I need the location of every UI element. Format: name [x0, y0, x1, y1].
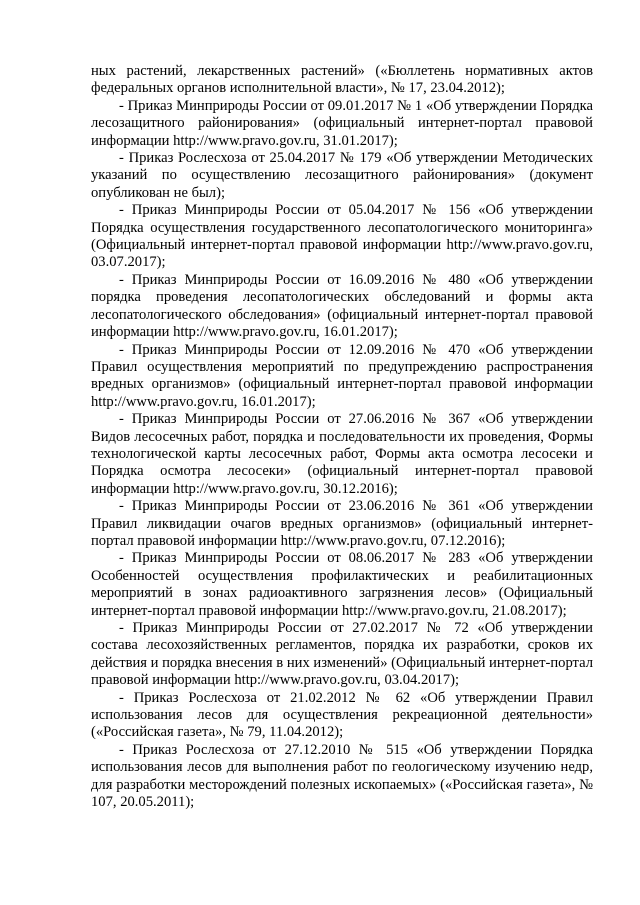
- list-item-order-480: - Приказ Минприроды России от 16.09.2016 № 480 «Об утверждении порядка проведения лесопатологических обследований и формы акта лесопатологического обследования» (официальный интернет-портал правовой информации http://www.pravo.gov.ru, 16.01.2017);: [91, 271, 593, 341]
- list-item-order-1: - Приказ Минприроды России от 09.01.2017 № 1 «Об утверждении Порядка лесозащитного районирования» (официальный интернет-портал правовой информации http://www.pravo.gov.ru, 31.01.2017);: [91, 97, 593, 149]
- list-item-order-179: - Приказ Рослесхоза от 25.04.2017 № 179 «Об утверждении Методических указаний по осуществлению лесозащитного районирования» (документ опубликован не был);: [91, 150, 593, 201]
- list-item-order-515: - Приказ Рослесхоза от 27.12.2010 № 515 «Об утверждении Порядка использования лесов для выполнения работ по геологическому изучению недр, для разработки месторождений полезных ископаемых» («Российская газета», № 107, 20.05.2011);: [91, 741, 593, 811]
- list-item-order-62: - Приказ Рослесхоза от 21.02.2012 № 62 «Об утверждении Правил использования лесов для осуществления рекреационной деятельности» («Российская газета», № 79, 11.04.2012);: [91, 689, 593, 741]
- list-item-order-470: - Приказ Минприроды России от 12.09.2016 № 470 «Об утверждении Правил осуществления мероприятий по предупреждению распространения вредных организмов» (официальный интернет-портал правовой информации http://www.pravo.gov.ru, 16.01.2017);: [91, 341, 593, 410]
- list-item-order-156: - Приказ Минприроды России от 05.04.2017 № 156 «Об утверждении Порядка осуществления государственного лесопатологического мониторинга» (Официальный интернет-портал правовой информации http://www.pravo.gov.ru, 03.07.2017);: [91, 202, 593, 271]
- document-body: [91, 63, 593, 811]
- paragraph-continuation: ных растений, лекарственных растений» («Бюллетень нормативных актов федеральных органов исполнительной власти», № 17, 23.04.2012);: [91, 63, 593, 97]
- list-item-order-72: - Приказ Минприроды России от 27.02.2017 № 72 «Об утверждении состава лесохозяйственных регламентов, порядка их разработки, сроков их действия и порядка внесения в них изменений» (Официальный интернет-портал правовой информации http://www.pravo.gov.ru, 03.04.2017);: [91, 620, 593, 689]
- list-item-order-361: - Приказ Минприроды России от 23.06.2016 № 361 «Об утверждении Правил ликвидации очагов вредных организмов» (официальный интернет-портал правовой информации http://www.pravo.gov.ru, 07.12.2016);: [91, 498, 593, 549]
- list-item-order-283: - Приказ Минприроды России от 08.06.2017 № 283 «Об утверждении Особенностей осуществления профилактических и реабилитационных мероприятий в зонах радиоактивного загрязнения лесов» (Официальный интернет-портал правовой информации http://www.pravo.gov.ru, 21.08.2017);: [91, 550, 593, 619]
- list-item-order-367: - Приказ Минприроды России от 27.06.2016 № 367 «Об утверждении Видов лесосечных работ, порядка и последовательности их проведения, Формы технологической карты лесосечных работ, Формы акта осмотра лесосеки и Порядка осмотра лесосеки» (официальный интернет-портал правовой информации http://www.pravo.gov.ru, 30.12.2016);: [91, 411, 593, 497]
